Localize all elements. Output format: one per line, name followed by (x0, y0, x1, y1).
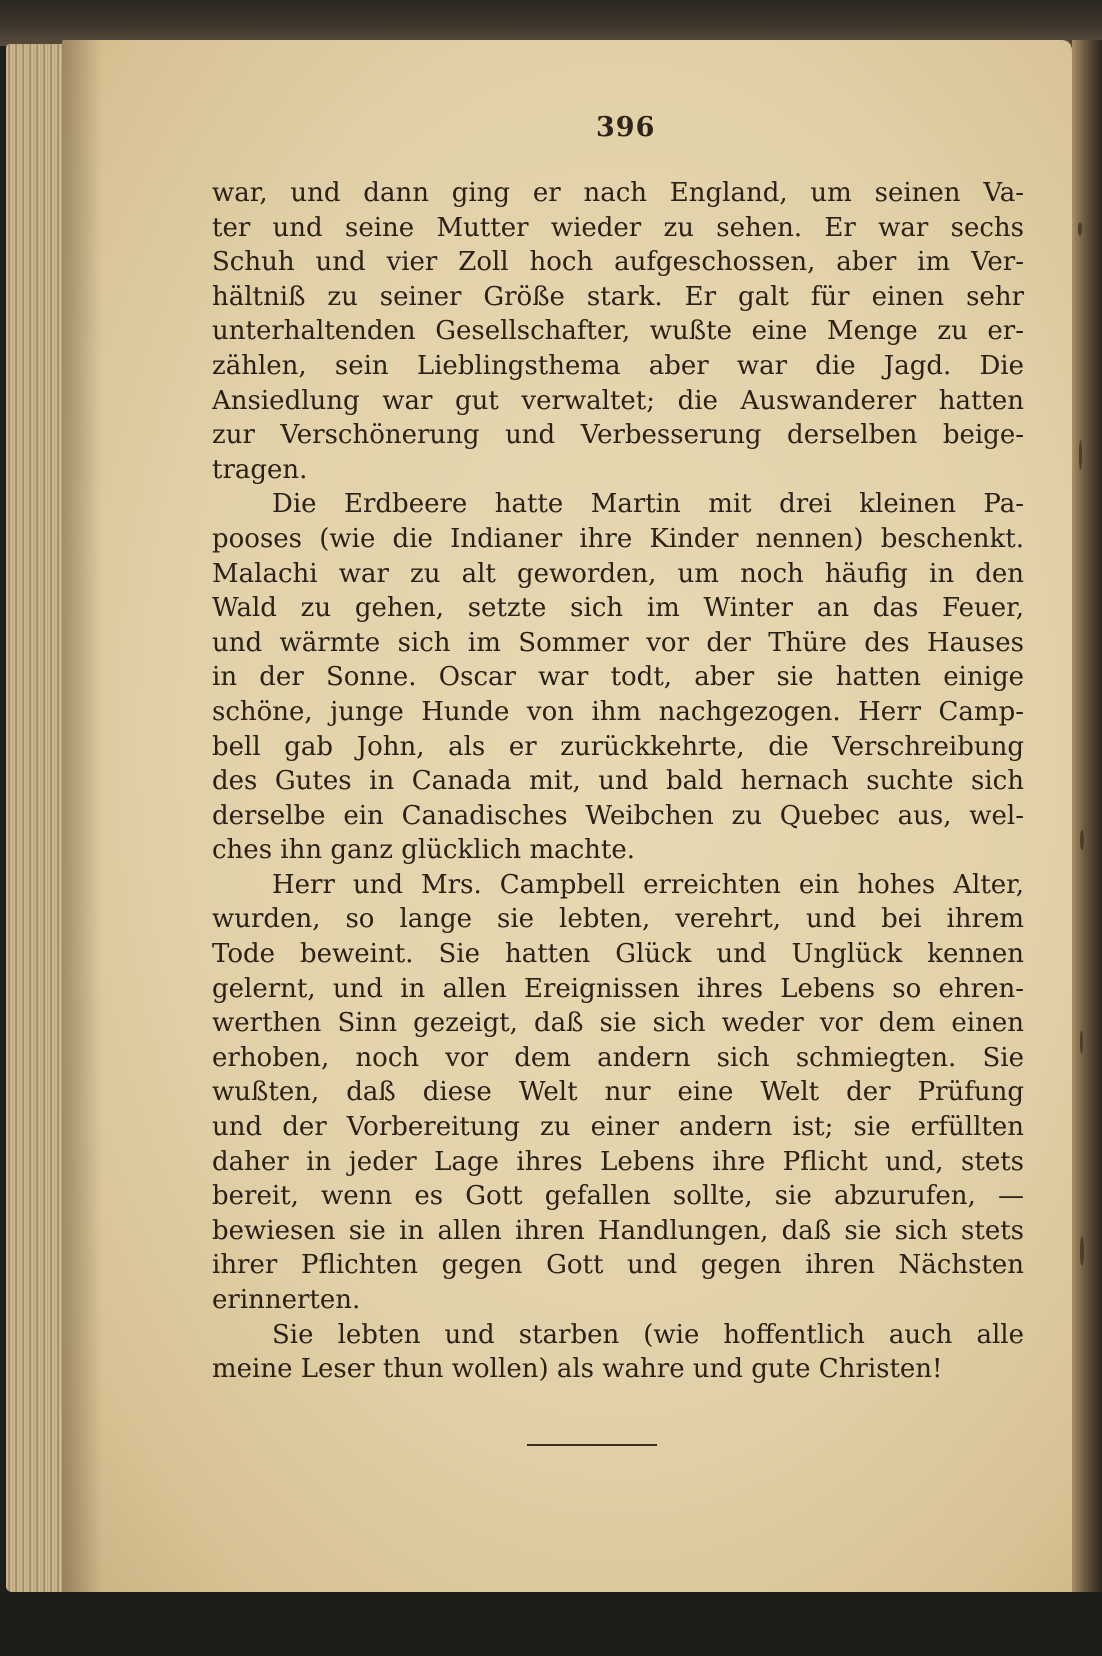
text-line: bell gab John, als er zurückkehrte, die Verschreibung (212, 731, 1024, 762)
text-line: zur Verschönerung und Verbesserung derselben beige- (212, 420, 1024, 451)
end-rule (527, 1444, 657, 1446)
body-text (212, 176, 1024, 1387)
paper-speck (1078, 222, 1082, 236)
text-line: Herr und Mrs. Campbell erreichten ein hohes Alter, (272, 869, 1024, 900)
paper-speck (1080, 1030, 1083, 1054)
text-line: Ansiedlung war gut verwaltet; die Auswanderer hatten (212, 385, 1024, 416)
text-line: unterhaltenden Gesellschafter, wußte eine Menge zu er- (212, 316, 1024, 347)
page-number: 396 (596, 112, 656, 143)
text-line: ihrer Pflichten gegen Gott und gegen ihren Nächsten (212, 1250, 1024, 1281)
text-line: bewiesen sie in allen ihren Handlungen, daß sie sich stets (212, 1215, 1024, 1246)
text-line: Sie lebten und starben (wie hoffentlich auch alle (272, 1319, 1024, 1350)
gutter-shadow (62, 40, 102, 1596)
text-line: Malachi war zu alt geworden, um noch häufig in den (212, 558, 1024, 589)
text-line: wurden, so lange sie lebten, verehrt, und bei ihrem (212, 904, 1024, 935)
text-line: werthen Sinn gezeigt, daß sie sich weder vor dem einen (212, 1008, 1024, 1039)
text-line: ter und seine Mutter wieder zu sehen. Er war sechs (212, 212, 1024, 243)
text-line: Wald zu gehen, setzte sich im Winter an das Feuer, (212, 593, 1024, 624)
text-line: hältniß zu seiner Größe stark. Er galt für einen sehr (212, 281, 1024, 312)
text-line: in der Sonne. Oscar war todt, aber sie hatten einige (212, 662, 1024, 693)
text-line: war, und dann ging er nach England, um seinen Va- (212, 178, 1024, 208)
text-line: Die Erdbeere hatte Martin mit drei kleinen Pa- (272, 489, 1024, 520)
paper-speck (1079, 440, 1082, 470)
text-line: zählen, sein Lieblingsthema aber war die Jagd. Die (212, 350, 1024, 381)
text-line: Tode beweint. Sie hatten Glück und Unglück kennen (212, 939, 1024, 970)
text-line: tragen. (212, 454, 308, 485)
paper-speck (1080, 1236, 1084, 1266)
text-line: gelernt, und in allen Ereignissen ihres Lebens so ehren- (212, 973, 1024, 1004)
text-line: derselbe ein Canadisches Weibchen zu Quebec aus, wel- (212, 800, 1024, 831)
text-line: schöne, junge Hunde von ihm nachgezogen. Herr Camp- (212, 696, 1024, 727)
text-line: pooses (wie die Indianer ihre Kinder nennen) beschenkt. (212, 523, 1024, 554)
text-line: bereit, wenn es Gott gefallen sollte, sie abzurufen, — (212, 1181, 1024, 1212)
text-line: erinnerten. (212, 1285, 361, 1315)
paper-speck (1080, 830, 1084, 850)
text-line: meine Leser thun wollen) als wahre und gute Christen! (212, 1354, 943, 1385)
text-line: daher in jeder Lage ihres Lebens ihre Pflicht und, stets (212, 1146, 1024, 1177)
text-line: ches ihn ganz glücklich machte. (212, 835, 636, 866)
text-line: und wärmte sich im Sommer vor der Thüre des Hauses (212, 627, 1024, 658)
text-line: erhoben, noch vor dem andern sich schmiegten. Sie (212, 1042, 1024, 1073)
page-right-edge (1072, 40, 1102, 1596)
book-bottom-edge (0, 1592, 1102, 1656)
text-line: Schuh und vier Zoll hoch aufgeschossen, aber im Ver- (212, 247, 1024, 278)
text-line: wußten, daß diese Welt nur eine Welt der Prüfung (212, 1077, 1024, 1108)
text-line: des Gutes in Canada mit, und bald hernach suchte sich (212, 766, 1024, 797)
page-stack-edge (6, 44, 70, 1592)
text-line: und der Vorbereitung zu einer andern ist; sie erfüllten (212, 1112, 1024, 1143)
